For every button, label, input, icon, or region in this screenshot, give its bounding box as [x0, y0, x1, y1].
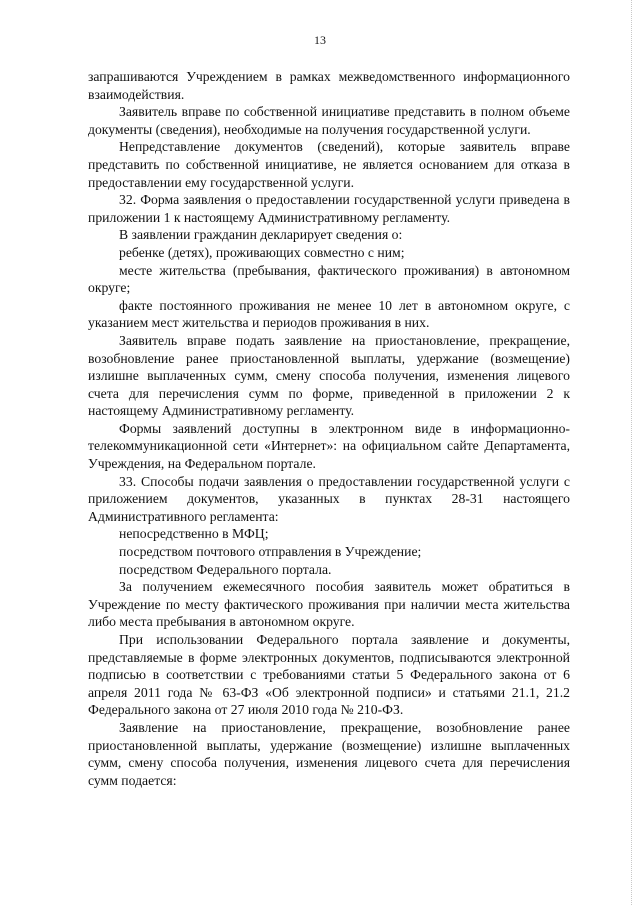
body-text: [88, 68, 570, 789]
paragraph: ребенке (детях), проживающих совместно с ним;: [119, 244, 405, 260]
paragraph: При использовании Федерального портала заявление и документы, представляемые в форме электронных документов, подписываются электронной подписью в соответствии с требованиями статьи 5 Федерального закона от 6 апреля 2011 года № 63-ФЗ «Об электронной подписи» и статьями 21.1, 21.2 Федерального закона от 27 июля 2010 года № 210-ФЗ.: [88, 632, 570, 718]
paragraph: За получением ежемесячного пособия заявитель может обратиться в Учреждение по месту фактического проживания при наличии места жительства либо места пребывания в автономном округе.: [88, 579, 570, 630]
paragraph: факте постоянного проживания не менее 10 лет в автономном округе, с указанием мест жительства и периодов проживания в них.: [88, 297, 570, 331]
paragraph: посредством почтового отправления в Учреждение;: [119, 544, 422, 560]
paragraph: Непредставление документов (сведений), которые заявитель вправе представить по собственной инициативе, не является основанием для отказа в предоставлении ему государственной услуги.: [88, 139, 570, 190]
page-edge-dotted-line: [631, 0, 632, 905]
paragraph: посредством Федерального портала.: [119, 561, 332, 577]
paragraph: месте жительства (пребывания, фактического проживания) в автономном округе;: [88, 262, 570, 296]
paragraph: 32. Форма заявления о предоставлении государственной услуги приведена в приложении 1 к настоящему Административному регламенту.: [88, 192, 570, 225]
paragraph: Заявление на приостановление, прекращение, возобновление ранее приостановленной выплаты, удержание (возмещение) излишне выплаченных сумм, смену способа получения, изменения лицевого счета для перечисления сумм подается:: [88, 719, 570, 788]
paragraph: Заявитель вправе подать заявление на приостановление, прекращение, возобновление ранее приостановленной выплаты, удержание (возмещение) излишне выплаченных сумм, смену способа получения, изменения лицевого счета для перечисления сумм по форме, приведенной в приложении 2 к настоящему Административному регламенту.: [88, 332, 570, 419]
paragraph: Формы заявлений доступны в электронном виде в информационно-телекоммуникационной сети «Интернет»: на официальном сайте Департамента, Учреждения, на Федеральном портале.: [88, 420, 570, 472]
paragraph: запрашиваются Учреждением в рамках межведомственного информационного взаимодействия.: [88, 69, 570, 102]
paragraph: Заявитель вправе по собственной инициативе представить в полном объеме документы (сведения), необходимые на получения государственной услуги.: [88, 104, 570, 137]
paragraph: 33. Способы подачи заявления о предоставлении государственной услуги с приложением документов, указанных в пунктах 28-31 настоящего Административного регламента:: [88, 473, 570, 524]
page-number: 13: [314, 33, 326, 47]
paragraph: В заявлении гражданин декларирует сведения о:: [119, 227, 403, 243]
paragraph: непосредственно в МФЦ;: [119, 526, 269, 542]
